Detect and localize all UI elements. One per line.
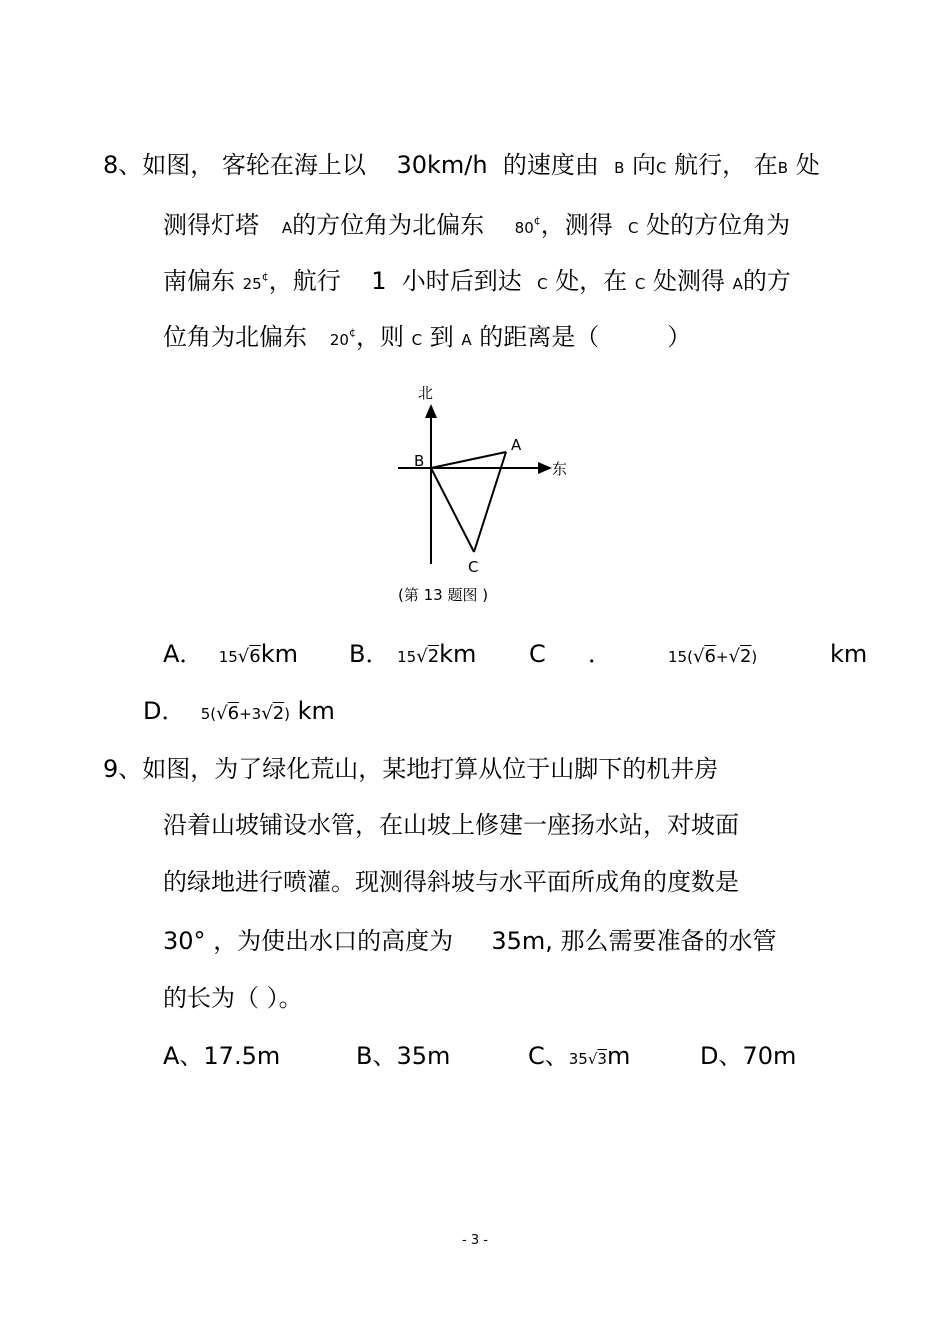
- q9-line-1: 9、如图，为了绿化荒山，某地打算从位于山脚下的机井房: [103, 755, 719, 783]
- q8-figure: [390, 378, 580, 578]
- q8-option-d: D． 5(√6+3√2) km: [143, 697, 335, 725]
- label-north: 北: [418, 384, 434, 402]
- q8-line-1: 8、如图， 客轮在海上以 30km/h 的速度由 B 向C 航行， 在B 处: [103, 151, 820, 179]
- q9-option-d: D、70m: [700, 1042, 797, 1070]
- label-A: A: [511, 436, 522, 454]
- q9-line-3: 的绿地进行喷灌。现测得斜坡与水平面所成角的度数是: [163, 868, 739, 896]
- segment-BA: [431, 452, 506, 468]
- q9-option-b: B、35m: [356, 1042, 451, 1070]
- q9-line-5: 的长为（ ）。: [163, 984, 303, 1012]
- q9-line-2: 沿着山坡铺设水管，在山坡上修建一座扬水站，对坡面: [163, 811, 739, 839]
- label-C: C: [468, 558, 479, 576]
- q8-option-b: B． 15√2km: [349, 640, 477, 668]
- q8-option-c-dot: ．: [588, 640, 612, 668]
- segment-BC: [431, 468, 474, 552]
- q8-line-3: 南偏东 25¢，航行 1 小时后到达 C 处，在 C 处测得 A的方: [163, 267, 791, 295]
- page-number: - 3 -: [462, 1233, 488, 1248]
- figure-caption: (第 13 题图 ): [398, 586, 489, 604]
- q9-line-4: 30° ，为使出水口的高度为 35m, 那么需要准备的水管: [163, 927, 777, 955]
- north-arrowhead: [425, 404, 437, 418]
- label-B: B: [414, 452, 425, 470]
- q9-option-c: C、35√3m: [528, 1042, 631, 1070]
- q8-line-4: 位角为北偏东 20¢，则 C 到 A 的距离是（ ）: [163, 323, 692, 351]
- q8-line-2: 测得灯塔 A的方位角为北偏东 80¢，测得 C 处的方位角为: [163, 211, 791, 239]
- q9-option-a: A、17.5m: [163, 1042, 281, 1070]
- east-arrowhead: [538, 462, 552, 474]
- q8-option-a: A． 15√6km: [163, 640, 298, 668]
- q8-option-c-unit: km: [830, 640, 868, 668]
- q8-option-c-label: C: [529, 640, 546, 668]
- q9-number: 9、: [103, 755, 143, 783]
- q8-number: 8、: [103, 151, 143, 179]
- label-east: 东: [552, 460, 568, 478]
- q8-option-c-value: 15(√6+√2): [668, 646, 758, 667]
